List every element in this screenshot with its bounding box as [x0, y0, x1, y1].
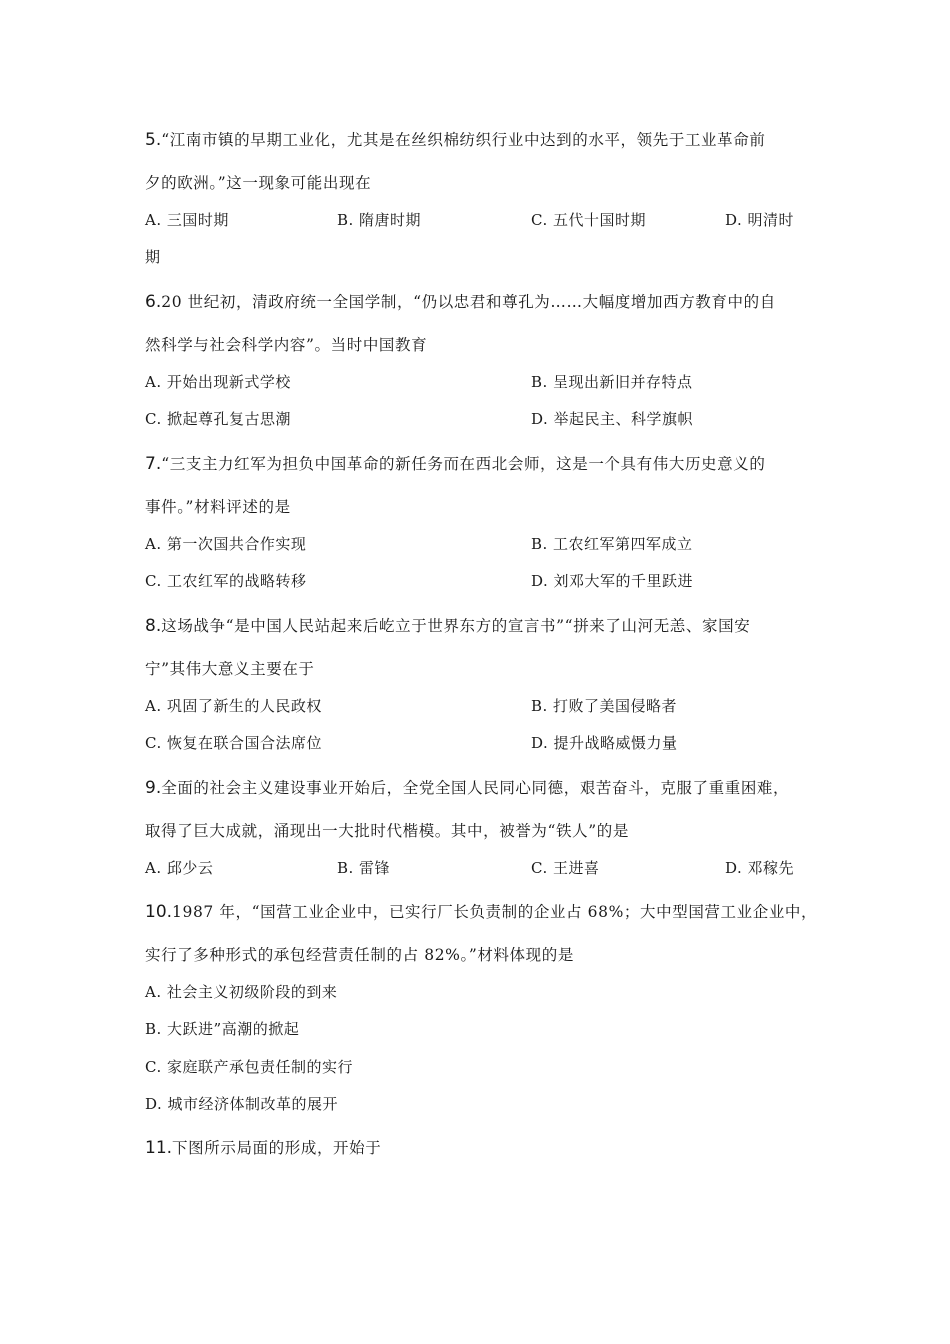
- question-7-option-d: D. 刘邓大军的千里跃进: [531, 572, 694, 590]
- question-5-option-a: A. 三国时期: [145, 211, 229, 229]
- question-7-option-b: B. 工农红军第四军成立: [531, 535, 693, 553]
- question-5-option-d: D. 明清时: [725, 211, 795, 229]
- question-10-number: 10.: [145, 902, 173, 922]
- question-6-option-d: D. 举起民主、科学旗帜: [531, 410, 694, 428]
- question-10-stem-1: 1987 年，“国营工业企业中，已实行厂长负责制的企业占 68%；大中型国营工业企业中，: [172, 903, 818, 921]
- question-6-stem-2: 然科学与社会科学内容”。当时中国教育: [145, 336, 428, 354]
- question-10-option-c: C. 家庭联产承包责任制的实行: [145, 1058, 353, 1076]
- question-7-option-c: C. 工农红军的战略转移: [145, 572, 307, 590]
- question-11-stem-1: 下图所示局面的形成，开始于: [172, 1139, 382, 1157]
- question-10-option-a: A. 社会主义初级阶段的到来: [145, 983, 338, 1001]
- question-8-stem-2: 宁”其伟大意义主要在于: [145, 660, 315, 678]
- question-8-number: 8.: [145, 616, 162, 636]
- question-6-option-c: C. 掀起尊孔复古思潮: [145, 410, 291, 428]
- question-6-line-1: [145, 292, 776, 312]
- question-8-option-a: A. 巩固了新生的人民政权: [145, 697, 322, 715]
- question-7-stem-1: “三支主力红军为担负中国革命的新任务而在西北会师，这是一个具有伟大历史意义的: [161, 455, 766, 473]
- question-9-option-c: C. 王进喜: [531, 859, 600, 877]
- question-9-option-b: B. 雷锋: [337, 859, 391, 877]
- question-6-option-a: A. 开始出现新式学校: [145, 373, 291, 391]
- question-11-number: 11.: [145, 1138, 173, 1158]
- question-10-line-1: [145, 902, 817, 922]
- question-9-line-1: [145, 778, 789, 798]
- question-11-line-1: [145, 1138, 381, 1158]
- question-5-option-d-overflow: 期: [145, 248, 161, 266]
- question-8-option-c: C. 恢复在联合国合法席位: [145, 734, 322, 752]
- question-8-option-b: B. 打败了美国侵略者: [531, 697, 678, 715]
- question-7-option-a: A. 第一次国共合作实现: [145, 535, 307, 553]
- question-9-stem-2: 取得了巨大成就，涌现出一大批时代楷模。其中，被誉为“铁人”的是: [145, 822, 629, 840]
- question-5-stem-1: “江南市镇的早期工业化，尤其是在丝织棉纺织行业中达到的水平，领先于工业革命前: [161, 131, 766, 149]
- question-9-number: 9.: [145, 778, 162, 798]
- question-9-option-d: D. 邓稼先: [725, 859, 795, 877]
- question-9-option-a: A. 邱少云: [145, 859, 214, 877]
- question-8-option-d: D. 提升战略威慑力量: [531, 734, 678, 752]
- question-7-number: 7.: [145, 454, 162, 474]
- question-5-stem-2: 夕的欧洲。”这一现象可能出现在: [145, 174, 372, 192]
- question-6-number: 6.: [145, 292, 162, 312]
- question-5-option-b: B. 隋唐时期: [337, 211, 422, 229]
- question-10-option-b: B. 大跃进”高潮的掀起: [145, 1020, 300, 1038]
- question-5-line-1: [145, 130, 765, 150]
- question-9-stem-1: 全面的社会主义建设事业开始后，全党全国人民同心同德，艰苦奋斗，克服了重重困难，: [161, 779, 790, 797]
- question-6-stem-1: 20 世纪初，清政府统一全国学制，“仍以忠君和尊孔为……大幅度增加西方教育中的自: [161, 293, 776, 311]
- question-6-option-b: B. 呈现出新旧并存特点: [531, 373, 693, 391]
- question-7-stem-2: 事件。”材料评述的是: [145, 498, 291, 516]
- question-7-line-1: [145, 454, 765, 474]
- question-5-number: 5.: [145, 130, 162, 150]
- question-5-option-c: C. 五代十国时期: [531, 211, 646, 229]
- question-8-stem-1: 这场战争“是中国人民站起来后屹立于世界东方的宣言书”“拼来了山河无恙、家国安: [161, 617, 751, 635]
- question-10-stem-2: 实行了多种形式的承包经营责任制的占 82%。”材料体现的是: [145, 946, 574, 964]
- question-10-option-d: D. 城市经济体制改革的展开: [145, 1095, 339, 1113]
- question-8-line-1: [145, 616, 750, 636]
